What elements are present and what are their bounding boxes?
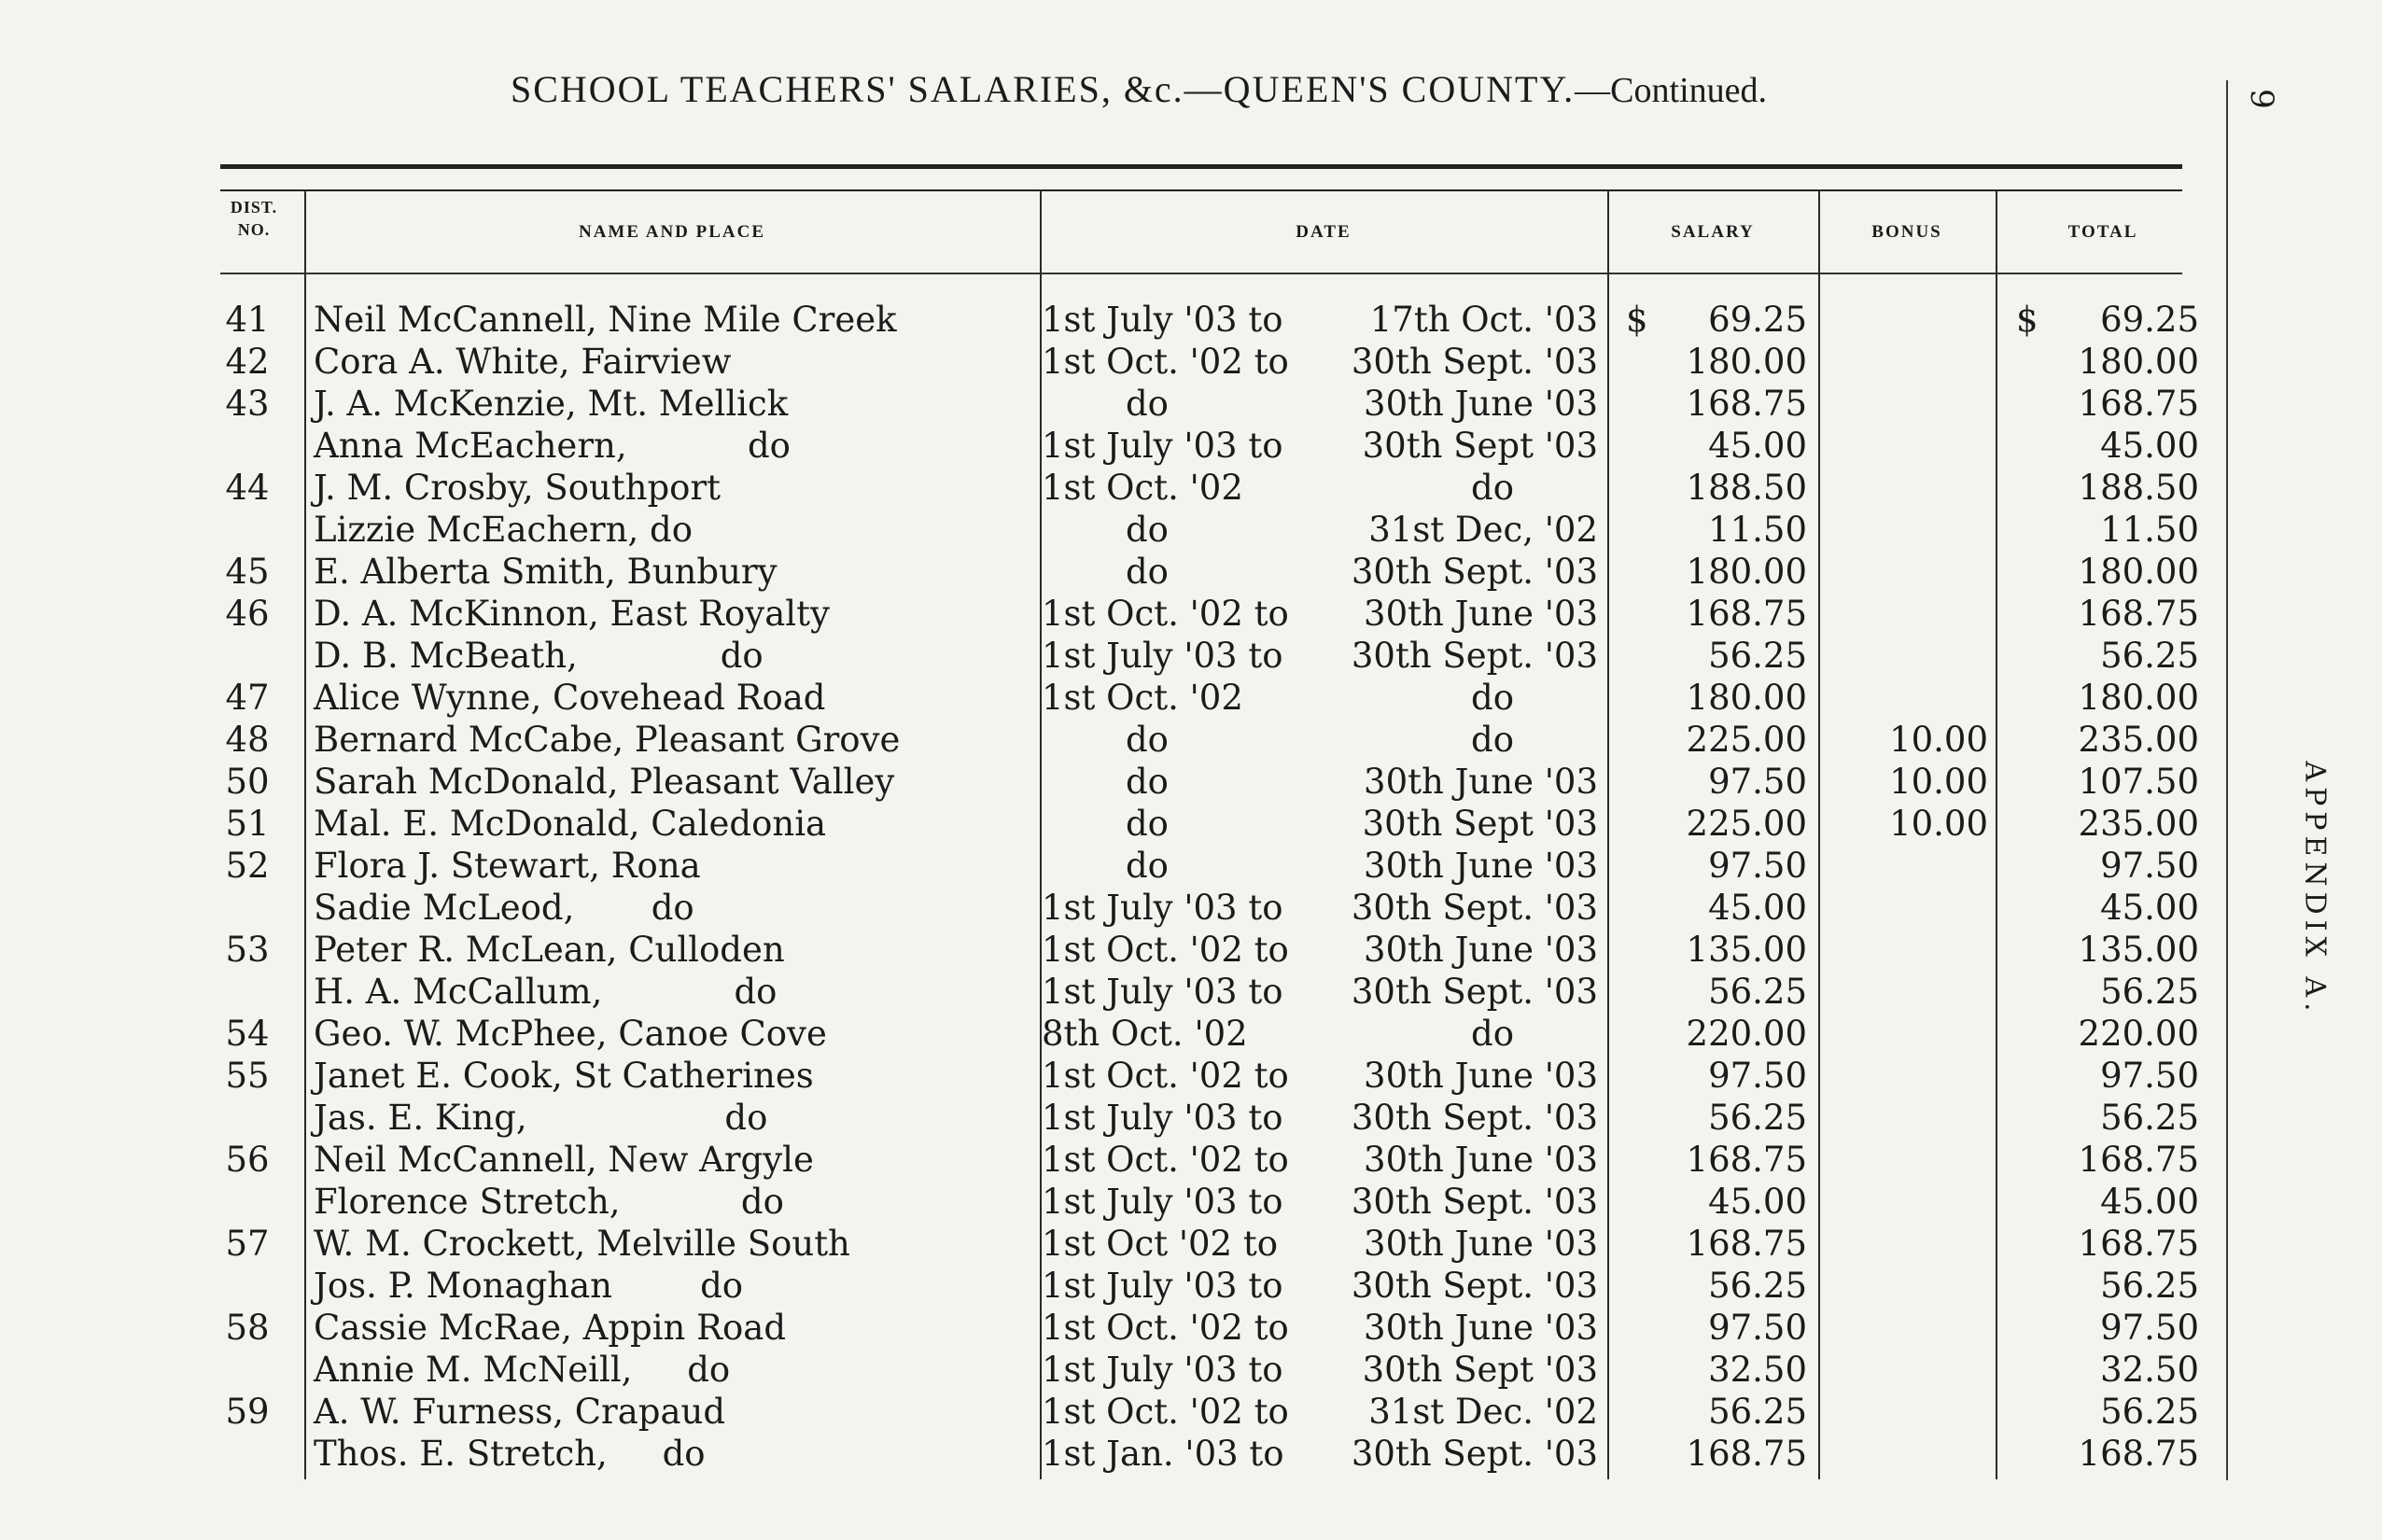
teacher-name-place: Cora A. White, Fairview xyxy=(314,342,732,382)
date-range xyxy=(1042,425,1598,467)
date-to: 30th June '03 xyxy=(1364,594,1598,634)
table-row xyxy=(0,929,2382,971)
date-to: 30th Sept. '03 xyxy=(1351,888,1598,928)
column-header-dist-line1: DIST. xyxy=(230,198,278,217)
date-range-inner xyxy=(1042,971,1598,1013)
teacher-name-place: Jos. P. Monaghan do xyxy=(314,1266,744,1306)
date-range xyxy=(1042,1139,1598,1181)
date-range xyxy=(1042,1349,1598,1391)
total-dollar-sign: $ xyxy=(2016,300,2039,340)
date-to: 30th Sept. '03 xyxy=(1351,1098,1598,1138)
total-value: 220.00 xyxy=(2078,1014,2199,1054)
teacher-name-place: J. A. McKenzie, Mt. Mellick xyxy=(314,384,789,424)
salary-value: 168.75 xyxy=(1686,594,1807,634)
date-range xyxy=(1042,761,1598,803)
date-from: 1st July '03 to xyxy=(1042,1182,1283,1222)
table-row xyxy=(0,1349,2382,1391)
salary-value: 135.00 xyxy=(1686,930,1807,970)
date-range-inner xyxy=(1042,1055,1598,1097)
date-from: 1st July '03 to xyxy=(1042,972,1283,1012)
table-row xyxy=(0,845,2382,887)
salary-value: 45.00 xyxy=(1708,426,1807,466)
dist-number: 50 xyxy=(225,762,270,802)
salary-value: 69.25 xyxy=(1708,300,1807,340)
column-header-dist xyxy=(217,196,291,241)
salary-value: 45.00 xyxy=(1708,1182,1807,1222)
date-from: do xyxy=(1126,510,1169,550)
total-value: 56.25 xyxy=(2100,1392,2199,1432)
salary-value: 225.00 xyxy=(1686,804,1807,844)
total-value: 45.00 xyxy=(2100,426,2199,466)
total-value: 45.00 xyxy=(2100,1182,2199,1222)
date-from: 1st July '03 to xyxy=(1042,1266,1283,1306)
table-row xyxy=(0,383,2382,425)
date-range-inner xyxy=(1042,467,1598,509)
table-row xyxy=(0,341,2382,383)
bonus-value: 10.00 xyxy=(1889,720,1988,760)
date-range-inner xyxy=(1042,551,1598,593)
teacher-name-place: E. Alberta Smith, Bunbury xyxy=(314,552,778,592)
date-to: 30th June '03 xyxy=(1364,384,1598,424)
total-value: 168.75 xyxy=(2078,1140,2199,1180)
salary-value: 188.50 xyxy=(1686,468,1807,508)
total-value: 168.75 xyxy=(2078,1434,2199,1474)
date-to: 30th June '03 xyxy=(1364,1056,1598,1096)
teacher-name-place: Alice Wynne, Covehead Road xyxy=(314,678,826,718)
column-header-dist-line2: NO. xyxy=(237,220,271,239)
date-from: do xyxy=(1126,762,1169,802)
bonus-value: 10.00 xyxy=(1889,804,1988,844)
page-title xyxy=(280,67,1997,111)
dist-number: 42 xyxy=(225,342,270,382)
table-row xyxy=(0,509,2382,551)
salary-dollar-sign: $ xyxy=(1626,300,1648,340)
table-row xyxy=(0,1307,2382,1349)
date-to: 30th June '03 xyxy=(1364,1224,1598,1264)
date-to: 30th Sept. '03 xyxy=(1351,1434,1598,1474)
date-range xyxy=(1042,1307,1598,1349)
table-row xyxy=(0,677,2382,719)
date-from: 1st Oct. '02 xyxy=(1042,468,1243,508)
date-from: 1st Oct. '02 to xyxy=(1042,1140,1289,1180)
teacher-name-place: Anna McEachern, do xyxy=(314,426,791,466)
header-bottom-rule xyxy=(220,273,2182,274)
table-row xyxy=(0,1181,2382,1223)
table-row xyxy=(0,467,2382,509)
table-row xyxy=(0,1265,2382,1307)
total-value: 180.00 xyxy=(2078,552,2199,592)
date-range-inner xyxy=(1042,761,1598,803)
total-value: 107.50 xyxy=(2078,762,2199,802)
teacher-name-place: D. B. McBeath, do xyxy=(314,636,764,676)
total-value: 11.50 xyxy=(2100,510,2199,550)
date-range-inner xyxy=(1042,845,1598,887)
column-header-bonus: BONUS xyxy=(1871,222,1942,242)
date-range xyxy=(1042,383,1598,425)
date-range-inner xyxy=(1042,1307,1598,1349)
teacher-name-place: Mal. E. McDonald, Caledonia xyxy=(314,804,827,844)
table-row xyxy=(0,1013,2382,1055)
salary-value: 45.00 xyxy=(1708,888,1807,928)
date-to: 30th Sept. '03 xyxy=(1351,552,1598,592)
date-to: 30th June '03 xyxy=(1364,846,1598,886)
date-range xyxy=(1042,551,1598,593)
salary-value: 220.00 xyxy=(1686,1014,1807,1054)
date-range-inner xyxy=(1042,1013,1598,1055)
salary-value: 56.25 xyxy=(1708,1266,1807,1306)
date-to: 17th Oct. '03 xyxy=(1369,300,1598,340)
total-value: 97.50 xyxy=(2100,1308,2199,1348)
total-value: 168.75 xyxy=(2078,384,2199,424)
table-row xyxy=(0,719,2382,761)
table-row xyxy=(0,425,2382,467)
date-to: do xyxy=(1471,1014,1514,1054)
date-range-inner xyxy=(1042,425,1598,467)
table-row xyxy=(0,887,2382,929)
date-from: 1st Oct. '02 to xyxy=(1042,1056,1289,1096)
date-range-inner xyxy=(1042,509,1598,551)
teacher-name-place: Sadie McLeod, do xyxy=(314,888,694,928)
date-range xyxy=(1042,971,1598,1013)
date-range-inner xyxy=(1042,719,1598,761)
date-range xyxy=(1042,467,1598,509)
date-to: 30th June '03 xyxy=(1364,1140,1598,1180)
date-to: 30th Sept '03 xyxy=(1362,1350,1598,1390)
total-value: 180.00 xyxy=(2078,342,2199,382)
date-from: 1st July '03 to xyxy=(1042,426,1283,466)
salary-value: 97.50 xyxy=(1708,1056,1807,1096)
appendix-label: APPENDIX A. xyxy=(2298,761,2332,1017)
dist-number: 45 xyxy=(225,552,270,592)
salary-value: 97.50 xyxy=(1708,846,1807,886)
dist-number: 44 xyxy=(225,468,270,508)
date-range-inner xyxy=(1042,803,1598,845)
date-to: 30th Sept. '03 xyxy=(1351,972,1598,1012)
date-from: do xyxy=(1126,846,1169,886)
date-range-inner xyxy=(1042,929,1598,971)
table-row xyxy=(0,1055,2382,1097)
date-range-inner xyxy=(1042,1349,1598,1391)
salary-table-body xyxy=(0,299,2382,1475)
date-to: 30th Sept. '03 xyxy=(1351,636,1598,676)
date-from: 1st Oct. '02 to xyxy=(1042,1392,1289,1432)
teacher-name-place: H. A. McCallum, do xyxy=(314,972,778,1012)
date-range xyxy=(1042,1265,1598,1307)
date-range xyxy=(1042,1013,1598,1055)
page-title-main: SCHOOL TEACHERS' SALARIES, &c.—QUEEN'S COUNTY. xyxy=(510,68,1576,110)
date-to: 30th Sept '03 xyxy=(1362,804,1598,844)
total-value: 45.00 xyxy=(2100,888,2199,928)
date-to: 30th June '03 xyxy=(1364,762,1598,802)
total-value: 56.25 xyxy=(2100,1266,2199,1306)
salary-value: 97.50 xyxy=(1708,762,1807,802)
date-range xyxy=(1042,299,1598,341)
date-range xyxy=(1042,593,1598,635)
column-header-total: TOTAL xyxy=(2067,222,2138,242)
teacher-name-place: Bernard McCabe, Pleasant Grove xyxy=(314,720,901,760)
teacher-name-place: Peter R. McLean, Culloden xyxy=(314,930,785,970)
date-range-inner xyxy=(1042,887,1598,929)
table-row xyxy=(0,551,2382,593)
salary-value: 168.75 xyxy=(1686,1434,1807,1474)
total-value: 56.25 xyxy=(2100,1098,2199,1138)
column-header-salary: SALARY xyxy=(1671,222,1755,242)
date-to: 30th June '03 xyxy=(1364,1308,1598,1348)
date-range xyxy=(1042,1433,1598,1475)
total-value: 235.00 xyxy=(2078,720,2199,760)
teacher-name-place: Annie M. McNeill, do xyxy=(314,1350,731,1390)
teacher-name-place: Florence Stretch, do xyxy=(314,1182,784,1222)
dist-number: 59 xyxy=(225,1392,270,1432)
table-row xyxy=(0,803,2382,845)
dist-number: 43 xyxy=(225,384,270,424)
dist-number: 52 xyxy=(225,846,270,886)
date-range-inner xyxy=(1042,341,1598,383)
date-to: 30th June '03 xyxy=(1364,930,1598,970)
date-to: 30th Sept. '03 xyxy=(1351,342,1598,382)
date-from: do xyxy=(1126,384,1169,424)
teacher-name-place: J. M. Crosby, Southport xyxy=(314,468,722,508)
date-range-inner xyxy=(1042,1181,1598,1223)
date-range-inner xyxy=(1042,1265,1598,1307)
date-range-inner xyxy=(1042,1139,1598,1181)
date-to: do xyxy=(1471,678,1514,718)
dist-number: 53 xyxy=(225,930,270,970)
date-from: 1st Oct. '02 to xyxy=(1042,930,1289,970)
salary-value: 168.75 xyxy=(1686,1224,1807,1264)
dist-number: 58 xyxy=(225,1308,270,1348)
date-to: 31st Dec. '02 xyxy=(1368,1392,1598,1432)
date-range xyxy=(1042,1055,1598,1097)
date-from: 1st July '03 to xyxy=(1042,1098,1283,1138)
total-value: 188.50 xyxy=(2078,468,2199,508)
date-from: 1st Oct. '02 to xyxy=(1042,1308,1289,1348)
salary-value: 168.75 xyxy=(1686,1140,1807,1180)
date-range-inner xyxy=(1042,1223,1598,1265)
date-to: 30th Sept. '03 xyxy=(1351,1182,1598,1222)
date-to: 31st Dec, '02 xyxy=(1368,510,1598,550)
date-range xyxy=(1042,719,1598,761)
table-row xyxy=(0,971,2382,1013)
teacher-name-place: Flora J. Stewart, Rona xyxy=(314,846,701,886)
date-range xyxy=(1042,635,1598,677)
salary-value: 225.00 xyxy=(1686,720,1807,760)
teacher-name-place: Cassie McRae, Appin Road xyxy=(314,1308,787,1348)
salary-value: 11.50 xyxy=(1708,510,1807,550)
total-value: 168.75 xyxy=(2078,1224,2199,1264)
teacher-name-place: Neil McCannell, Nine Mile Creek xyxy=(314,300,897,340)
teacher-name-place: Geo. W. McPhee, Canoe Cove xyxy=(314,1014,827,1054)
date-from: 1st Oct '02 to xyxy=(1042,1224,1279,1264)
date-to: do xyxy=(1471,468,1514,508)
date-from: 1st Oct. '02 xyxy=(1042,678,1243,718)
table-row xyxy=(0,1097,2382,1139)
teacher-name-place: A. W. Furness, Crapaud xyxy=(314,1392,726,1432)
dist-number: 46 xyxy=(225,594,270,634)
dist-number: 51 xyxy=(225,804,270,844)
date-from: do xyxy=(1126,552,1169,592)
salary-value: 56.25 xyxy=(1708,1098,1807,1138)
date-from: 1st July '03 to xyxy=(1042,888,1283,928)
teacher-name-place: W. M. Crockett, Melville South xyxy=(314,1224,850,1264)
date-from: do xyxy=(1126,804,1169,844)
dist-number: 41 xyxy=(225,300,270,340)
total-value: 97.50 xyxy=(2100,1056,2199,1096)
salary-value: 32.50 xyxy=(1708,1350,1807,1390)
date-range xyxy=(1042,509,1598,551)
date-from: 1st Oct. '02 to xyxy=(1042,594,1289,634)
total-value: 235.00 xyxy=(2078,804,2199,844)
date-from: 1st July '03 to xyxy=(1042,300,1283,340)
total-value: 56.25 xyxy=(2100,972,2199,1012)
table-row xyxy=(0,635,2382,677)
teacher-name-place: Sarah McDonald, Pleasant Valley xyxy=(314,762,895,802)
dist-number: 47 xyxy=(225,678,270,718)
teacher-name-place: Neil McCannell, New Argyle xyxy=(314,1140,814,1180)
date-range-inner xyxy=(1042,677,1598,719)
date-range xyxy=(1042,677,1598,719)
date-from: 1st July '03 to xyxy=(1042,636,1283,676)
column-header-date: DATE xyxy=(1296,222,1352,242)
date-range-inner xyxy=(1042,593,1598,635)
date-range xyxy=(1042,1223,1598,1265)
dist-number: 48 xyxy=(225,720,270,760)
page-title-suffix: —Continued. xyxy=(1575,71,1767,110)
date-range-inner xyxy=(1042,299,1598,341)
bonus-value: 10.00 xyxy=(1889,762,1988,802)
dist-number: 55 xyxy=(225,1056,270,1096)
teacher-name-place: Thos. E. Stretch, do xyxy=(314,1434,706,1474)
date-range xyxy=(1042,929,1598,971)
teacher-name-place: Janet E. Cook, St Catherines xyxy=(314,1056,814,1096)
date-to: 30th Sept '03 xyxy=(1362,426,1598,466)
teacher-name-place: D. A. McKinnon, East Royalty xyxy=(314,594,830,634)
total-value: 56.25 xyxy=(2100,636,2199,676)
top-rule-thick xyxy=(220,164,2182,169)
date-range xyxy=(1042,803,1598,845)
date-range xyxy=(1042,1097,1598,1139)
salary-value: 180.00 xyxy=(1686,552,1807,592)
dist-number: 56 xyxy=(225,1140,270,1180)
date-from: 1st July '03 to xyxy=(1042,1350,1283,1390)
total-value: 97.50 xyxy=(2100,846,2199,886)
total-value: 180.00 xyxy=(2078,678,2199,718)
date-from: do xyxy=(1126,720,1169,760)
date-range xyxy=(1042,845,1598,887)
salary-value: 56.25 xyxy=(1708,972,1807,1012)
teacher-name-place: Jas. E. King, do xyxy=(314,1098,768,1138)
salary-value: 180.00 xyxy=(1686,342,1807,382)
total-value: 32.50 xyxy=(2100,1350,2199,1390)
date-range xyxy=(1042,887,1598,929)
salary-value: 168.75 xyxy=(1686,384,1807,424)
salary-value: 56.25 xyxy=(1708,1392,1807,1432)
salary-value: 56.25 xyxy=(1708,636,1807,676)
date-from: 8th Oct. '02 xyxy=(1042,1014,1248,1054)
date-from: 1st Oct. '02 to xyxy=(1042,342,1289,382)
teacher-name-place: Lizzie McEachern, do xyxy=(314,510,694,550)
table-row xyxy=(0,593,2382,635)
total-value: 168.75 xyxy=(2078,594,2199,634)
date-to: do xyxy=(1471,720,1514,760)
dist-number: 57 xyxy=(225,1224,270,1264)
total-value: 135.00 xyxy=(2078,930,2199,970)
date-range-inner xyxy=(1042,635,1598,677)
page-number: 9 xyxy=(2242,89,2280,109)
salary-value: 180.00 xyxy=(1686,678,1807,718)
table-row xyxy=(0,1391,2382,1433)
date-range xyxy=(1042,1181,1598,1223)
date-range-inner xyxy=(1042,1097,1598,1139)
date-range-inner xyxy=(1042,1433,1598,1475)
table-row xyxy=(0,1223,2382,1265)
table-row xyxy=(0,1433,2382,1475)
salary-value: 97.50 xyxy=(1708,1308,1807,1348)
date-range xyxy=(1042,1391,1598,1433)
table-row xyxy=(0,1139,2382,1181)
table-row xyxy=(0,761,2382,803)
date-to: 30th Sept. '03 xyxy=(1351,1266,1598,1306)
dist-number: 54 xyxy=(225,1014,270,1054)
date-range-inner xyxy=(1042,383,1598,425)
total-value: 69.25 xyxy=(2100,300,2199,340)
date-range xyxy=(1042,341,1598,383)
date-range-inner xyxy=(1042,1391,1598,1433)
column-header-name: NAME AND PLACE xyxy=(578,222,766,242)
top-rule-thin xyxy=(220,189,2182,191)
table-row xyxy=(0,299,2382,341)
date-from: 1st Jan. '03 to xyxy=(1042,1434,1284,1474)
